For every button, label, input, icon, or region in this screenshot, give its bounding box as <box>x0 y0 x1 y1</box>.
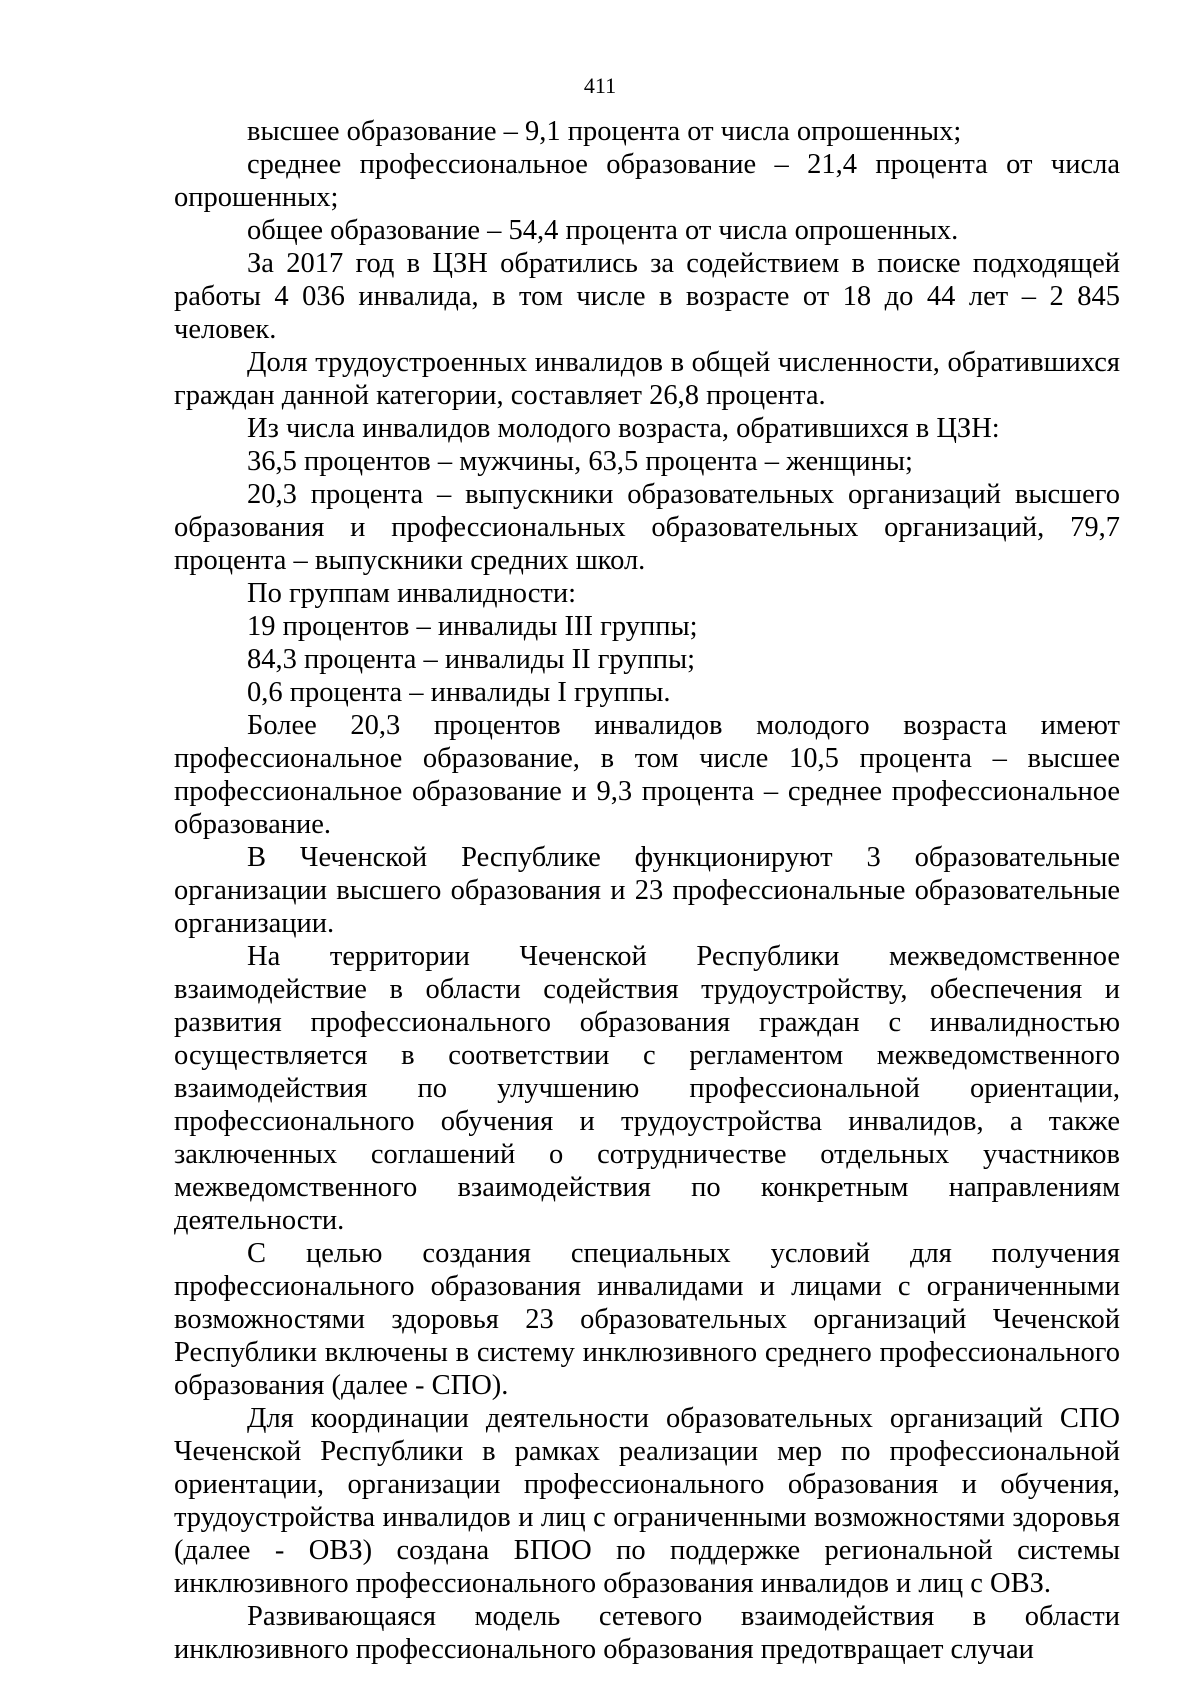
paragraph: С целью создания специальных условий для получения профессионального образования инвалидами и лицами с ограниченными возможностями здоровья 23 образовательных организаций Чеченской Республики включены в систему инклюзивного среднего профессионального образования (далее - СПО). <box>174 1238 1120 1401</box>
paragraph: высшее образование – 9,1 процента от числа опрошенных; <box>247 116 962 147</box>
paragraph: Для координации деятельности образовательных организаций СПО Чеченской Республики в рамках реализации мер по профессиональной ориентации, организации профессионального образования и обучения, трудоустройства инвалидов и лиц с ограниченными возможностями здоровья (далее - ОВЗ) создана БПОО по поддержке региональной системы инклюзивного профессионального образования инвалидов и лиц с ОВЗ. <box>174 1403 1120 1599</box>
paragraph: 20,3 процента – выпускники образовательных организаций высшего образования и профессиональных образовательных организаций, 79,7 процента – выпускники средних школ. <box>174 479 1120 576</box>
paragraph: Развивающаяся модель сетевого взаимодействия в области инклюзивного профессионального образования предотвращает случаи <box>174 1601 1120 1665</box>
paragraph: За 2017 год в ЦЗН обратились за содействием в поиске подходящей работы 4 036 инвалида, в том числе в возрасте от 18 до 44 лет – 2 845 человек. <box>174 248 1120 345</box>
document-body <box>174 115 1120 1666</box>
paragraph: В Чеченской Республике функционируют 3 образовательные организации высшего образования и 23 профессиональные образовательные организации. <box>174 842 1120 939</box>
paragraph: среднее профессиональное образование – 21,4 процента от числа опрошенных; <box>174 149 1120 213</box>
paragraph: 84,3 процента – инвалиды II группы; <box>247 644 696 675</box>
paragraph: 0,6 процента – инвалиды I группы. <box>247 677 671 708</box>
paragraph: Более 20,3 процентов инвалидов молодого возраста имеют профессиональное образование, в том числе 10,5 процента – высшее профессиональное образование и 9,3 процента – среднее профессиональное образование. <box>174 710 1120 840</box>
page-number: 411 <box>583 73 617 98</box>
paragraph: 19 процентов – инвалиды III группы; <box>247 611 698 642</box>
paragraph: 36,5 процентов – мужчины, 63,5 процента – женщины; <box>247 446 913 477</box>
paragraph: На территории Чеченской Республики межведомственное взаимодействие в области содействия трудоустройству, обеспечения и развития профессионального образования граждан с инвалидностью осуществляется в соответствии с регламентом межведомственного взаимодействия по улучшению профессиональной ориентации, профессионального обучения и трудоустройства инвалидов, а также заключенных соглашений о сотрудничестве отдельных участников межведомственного взаимодействия по конкретным направлениям деятельности. <box>174 941 1120 1236</box>
paragraph: Доля трудоустроенных инвалидов в общей численности, обратившихся граждан данной категории, составляет 26,8 процента. <box>174 347 1120 411</box>
paragraph: По группам инвалидности: <box>247 578 577 609</box>
paragraph: общее образование – 54,4 процента от числа опрошенных. <box>247 215 959 246</box>
paragraph: Из числа инвалидов молодого возраста, обратившихся в ЦЗН: <box>247 413 1000 444</box>
